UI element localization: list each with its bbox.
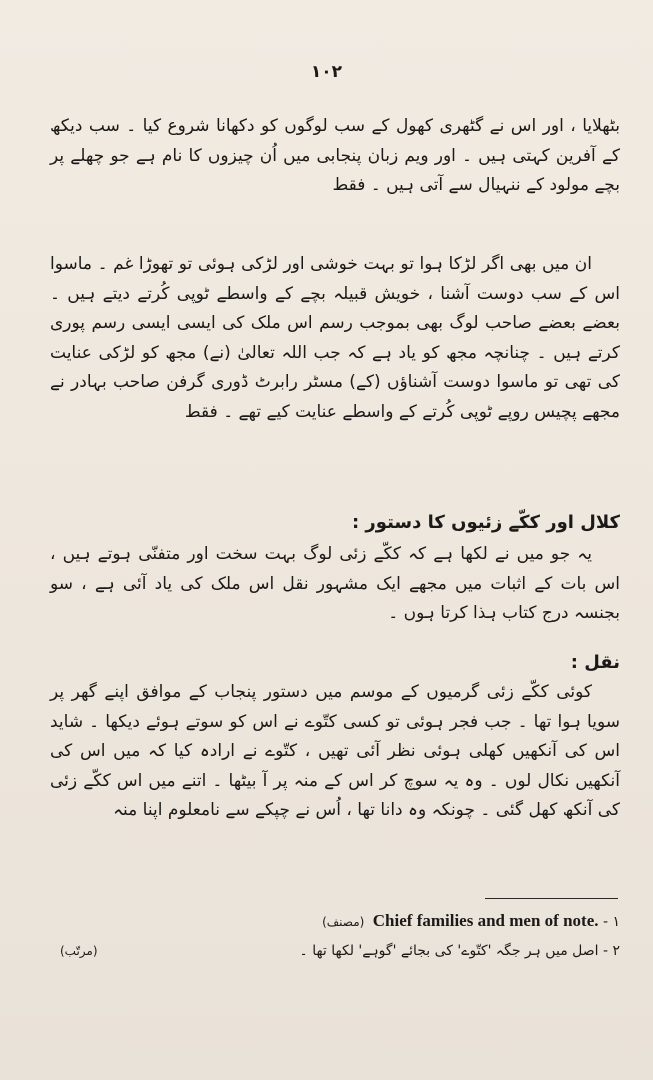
paragraph-4: کوئی ککّے زئی گرمیوں کے موسم میں دستور پنجاب کے موافق اپنے گھر پر سویا ہوا تھا ۔ جب فجر ہوئی تو کسی کتّوے نے اس کو سوتے ہوئے دیکھا ۔ شاید اس کی آنکھیں کھلی ہوئی نظر آئی تھیں ، کتّوے نے ارادہ کیا کہ میں اس کی آنکھیں نکال لوں ۔ وہ یہ سوچ کر اس کے منہ پر آ بیٹھا ۔ اتنے میں اس ککّے زئی کی آنکھ کھل گئی ۔ چونکہ وہ دانا تھا ، اُس نے چپکے سے نامعلوم اپنا منہ <box>50 682 620 820</box>
footnote-2-text: ۲ - اصل میں ہر جگہ 'کتّوے' کی بجائے 'گوہے' لکھا تھا ۔ <box>299 943 620 959</box>
paragraph-3: یہ جو میں نے لکھا ہے کہ ککّے زئی لوگ بہت سخت اور متفنّی ہوتے ہیں ، اس بات کے اثبات میں مجھے ایک مشہور نقل اس ملک کی یاد آئی ہے ، سو بجنسہ درج کتاب ہذا کرتا ہوں ۔ <box>50 544 620 623</box>
footnote-1-tag: (مصنف) <box>322 915 365 929</box>
footnote-1-number: ۱ - <box>602 914 620 930</box>
page-number: ۱۰۲ <box>310 62 343 82</box>
paragraph-2: ان میں بھی اگر لڑکا ہوا تو بہت خوشی اور لڑکی ہوئی تو تھوڑا غم ۔ ماسوا اس کے سب دوست آشنا ، خویش قبیلہ بچے کے واسطے ٹوپی کُرتے دیتے ہیں ۔ بعضے بعضے صاحب لوگ بھی بموجب رسم اس ملک کی ایسی ایسی رسم پوری کرتے ہیں ۔ چنانچہ مجھ کو یاد ہے کہ جب اللہ تعالیٰ (نے) مجھ کو لڑکی عنایت کی تھی تو ماسوا دوست آشناؤں (کے) مسٹر رابرٹ ڈوری گرفن صاحب بہادر نے مجھے پچیس روپے ٹوپی کُرتے کے واسطے عنایت کیے تھے ۔ فقط <box>50 254 620 422</box>
footnote-2-tag: (مرتّب) <box>60 944 98 958</box>
footnote-1 <box>60 910 620 933</box>
section-heading-naql: نقل : <box>570 652 620 673</box>
footnote-2 <box>60 940 620 962</box>
footnote-1-english: Chief families and men of note. <box>372 911 599 930</box>
paragraph-1: بٹھلایا ، اور اس نے گٹھری کھول کے سب لوگوں کو دکھانا شروع کیا ۔ سب دیکھ کے آفرین کہتی ہیں ۔ اور ویم زبان پنجابی میں اُن چیزوں کا نام ہے جو چھلے پر بچے مولود کے ننہیال سے آتی ہیں ۔ فقط <box>50 116 620 195</box>
footnote-divider <box>485 898 618 899</box>
section-heading-kalal-kakkezai: کلال اور ککّے زئیوں کا دستور : <box>351 512 620 533</box>
